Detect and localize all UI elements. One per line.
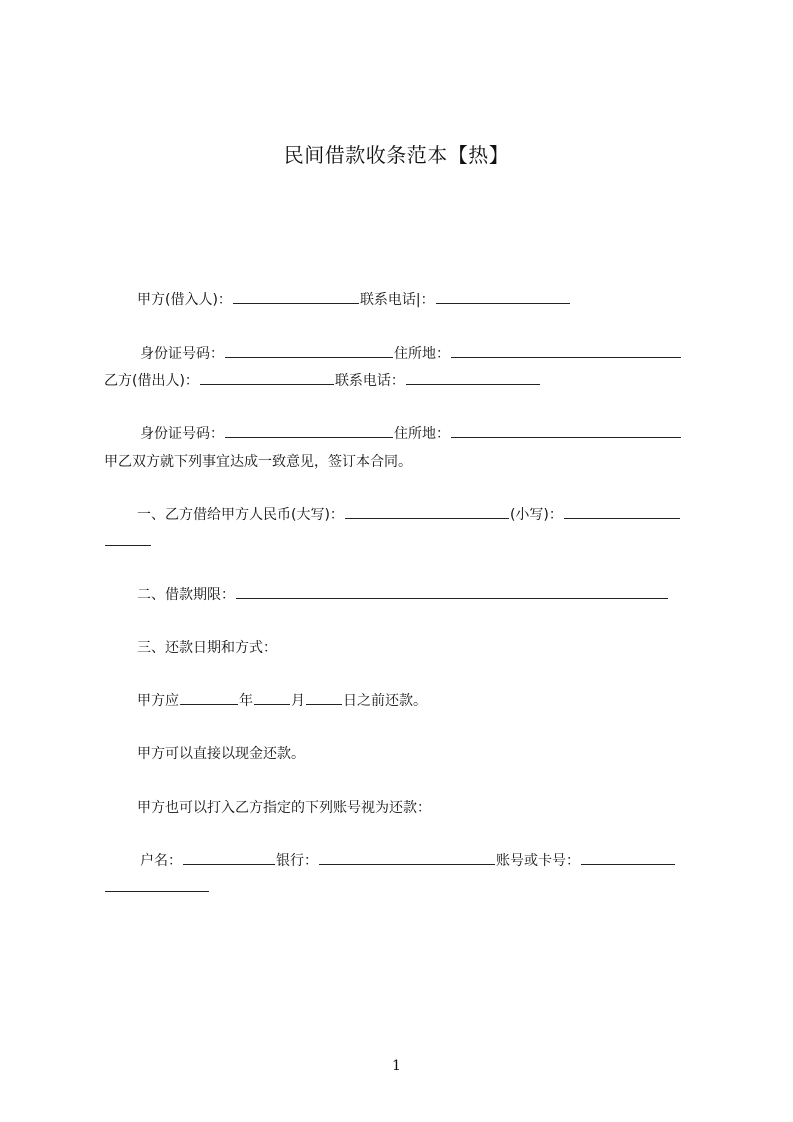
borrower-line	[137, 290, 571, 310]
repayment-transfer: 甲方也可以打入乙方指定的下列账号视为还款：	[137, 800, 431, 816]
bank-blank	[319, 851, 495, 865]
day-label: 日之前还款。	[343, 693, 427, 709]
borrower-id-label: 身份证号码：	[140, 346, 224, 362]
amount-upper-blank	[345, 505, 509, 519]
month-blank	[254, 691, 290, 705]
clause-3-text: 三、还款日期和方式：	[137, 640, 277, 656]
borrower-address-label: 住所地：	[394, 346, 450, 362]
lender-id-label: 身份证号码：	[140, 426, 224, 442]
page-number: 1	[392, 1058, 401, 1074]
loan-term-blank	[236, 585, 668, 599]
amount-lower-blank	[564, 505, 680, 519]
account-number-label: 账号或卡号：	[496, 853, 580, 869]
account-number-blank-cont	[105, 878, 209, 892]
clause-1-text: 一、乙方借给甲方人民币(大写)：	[137, 507, 344, 523]
lender-phone-blank	[406, 371, 540, 385]
repayment-date-line	[137, 691, 427, 711]
account-continuation	[104, 878, 210, 898]
repayment-cash: 甲方可以直接以现金还款。	[137, 746, 305, 762]
account-name-blank	[183, 851, 275, 865]
document-title: 民间借款收条范本【热】	[283, 143, 510, 167]
lender-line	[104, 371, 541, 391]
repayment-prefix: 甲方应	[137, 693, 179, 709]
clause-2-text: 二、借款期限：	[137, 587, 235, 603]
year-label: 年	[239, 693, 253, 709]
day-blank	[306, 691, 342, 705]
lender-address-label: 住所地：	[394, 426, 450, 442]
year-blank	[180, 691, 238, 705]
borrower-phone-blank	[436, 290, 570, 304]
borrower-label: 甲方(借入人)：	[137, 292, 232, 308]
account-line	[140, 851, 676, 871]
agreement-intro: 甲乙双方就下列事宜达成一致意见，签订本合同。	[104, 454, 412, 470]
month-label: 月	[291, 693, 305, 709]
lender-phone-label: 联系电话：	[334, 373, 405, 389]
amount-lower-label: (小写)：	[509, 507, 563, 523]
borrower-phone-label: 联系电话|：	[359, 292, 435, 308]
clause-2-line	[137, 585, 669, 605]
account-name-label: 户名：	[140, 853, 182, 869]
lender-id-blank	[225, 424, 393, 438]
borrower-id-line	[140, 344, 682, 364]
amount-lower-blank-cont	[105, 532, 151, 546]
borrower-name-blank	[233, 290, 359, 304]
account-number-blank	[581, 851, 675, 865]
borrower-id-blank	[225, 344, 393, 358]
clause-1-continuation	[104, 532, 152, 552]
lender-name-blank	[200, 371, 334, 385]
lender-id-line	[140, 424, 682, 444]
borrower-address-blank	[451, 344, 681, 358]
clause-1-line	[137, 505, 681, 525]
lender-address-blank	[451, 424, 681, 438]
lender-label: 乙方(借出人)：	[104, 373, 199, 389]
bank-label: 银行：	[276, 853, 318, 869]
